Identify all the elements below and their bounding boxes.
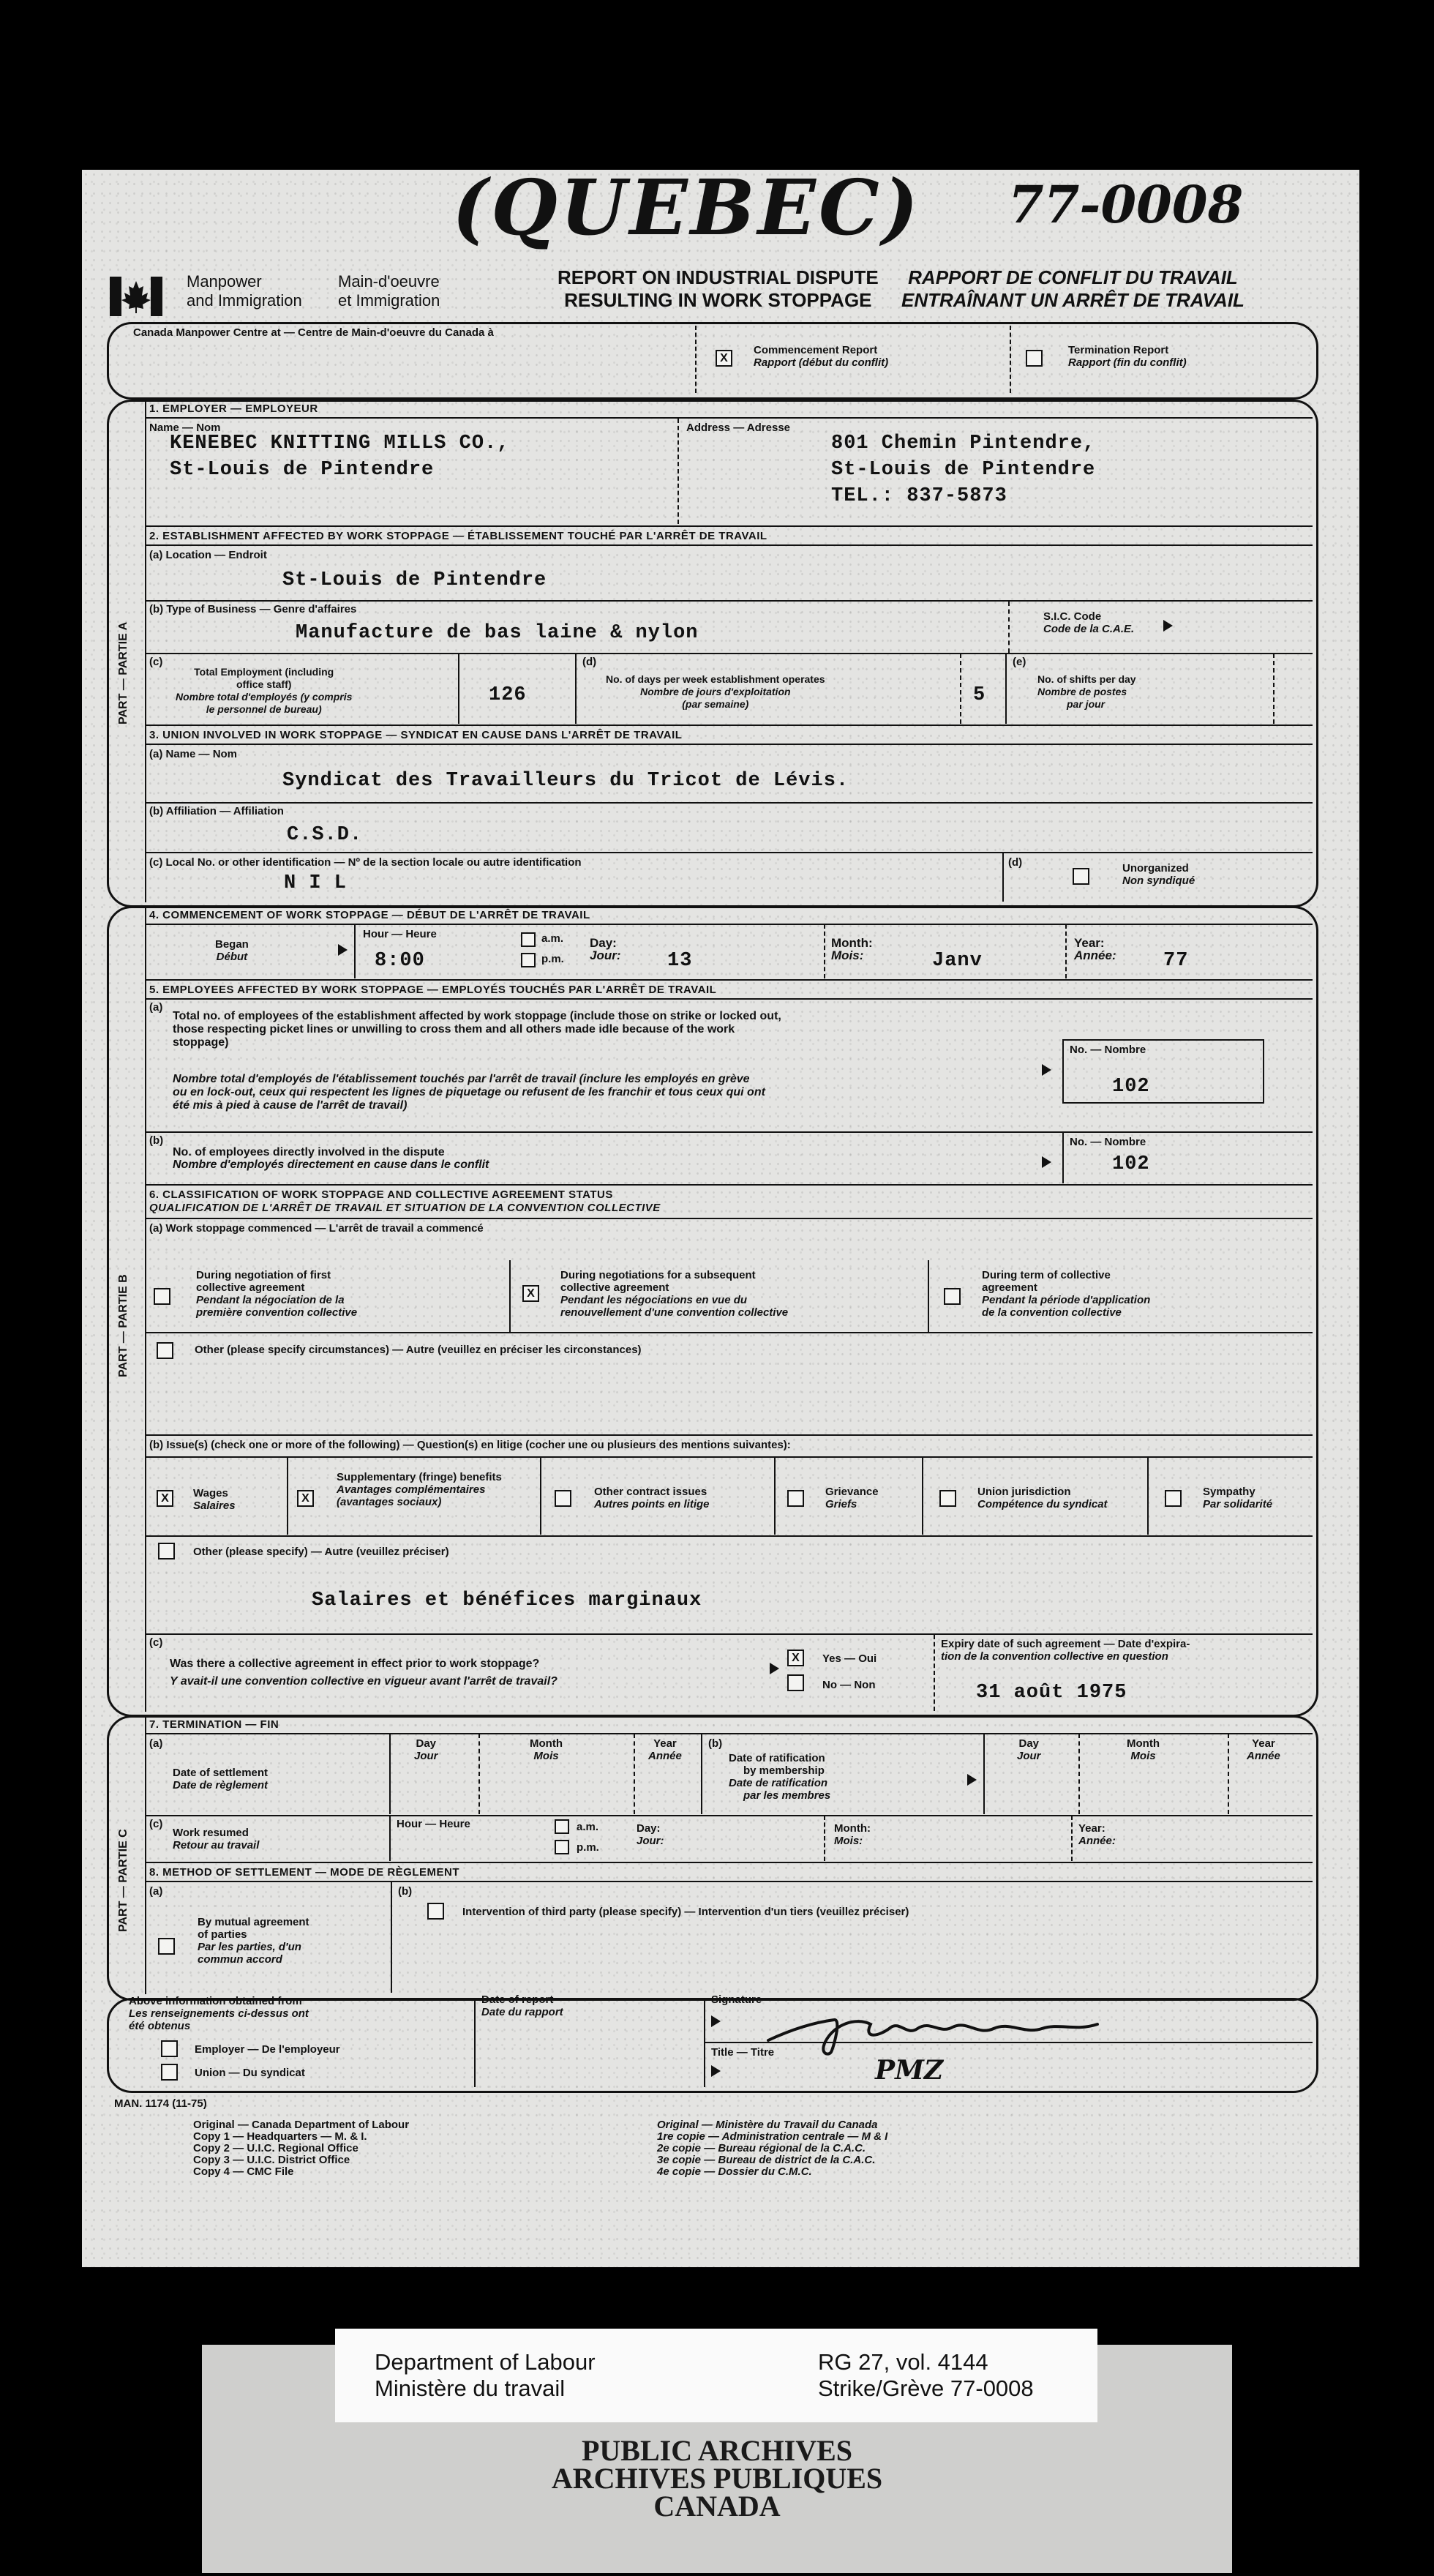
arrow-icon (711, 2015, 721, 2027)
agency-name-en: Manpower and Immigration (187, 272, 302, 310)
union-name-label: (a) Name — Nom (149, 748, 238, 760)
section-label: (e) (1013, 656, 1026, 668)
employer-name-label: Name — Nom (149, 422, 221, 434)
day-label: Day: Jour: (590, 936, 621, 962)
divider (145, 1456, 1313, 1458)
divider (1062, 1132, 1064, 1183)
hour-label: Hour — Heure (363, 928, 437, 940)
mutual-agreement-checkbox[interactable] (158, 1938, 175, 1955)
directly-involved-value: 102 (1112, 1153, 1150, 1175)
section-3-heading: 3. UNION INVOLVED IN WORK STOPPAGE — SYNDICAT EN CAUSE DANS L'ARRÊT DE TRAVAIL (149, 729, 683, 741)
section-label: (b) (398, 1885, 413, 1898)
local-id-value: N I L (284, 872, 348, 894)
source-union-label: Union — Du syndicat (195, 2067, 305, 2079)
number-label: No. — Nombre (1070, 1136, 1146, 1148)
divider (1228, 1734, 1229, 1814)
work-stoppage-commenced-label: (a) Work stoppage commenced — L'arrêt de travail a commencé (149, 1222, 484, 1235)
section-label: (d) (582, 656, 597, 668)
commencement-report-checkbox[interactable]: X (716, 350, 732, 367)
section-label: (c) (149, 1818, 163, 1830)
unorganized-label: Unorganized Non syndiqué (1122, 862, 1195, 887)
divider (934, 1635, 935, 1711)
number-label: No. — Nombre (1070, 1044, 1146, 1056)
public-archives-stamp: PUBLIC ARCHIVES ARCHIVES PUBLIQUES CANADA (551, 2434, 883, 2523)
settlement-date-label: Date of settlement Date de règlement (173, 1767, 269, 1791)
divider (1008, 602, 1010, 653)
yes-label: Yes — Oui (822, 1652, 877, 1665)
start-year-value: 77 (1163, 950, 1189, 972)
month-label: Month Mois (1127, 1737, 1160, 1762)
divider (145, 417, 1313, 419)
divider (1010, 326, 1011, 393)
divider (389, 1734, 391, 1814)
unorganized-checkbox[interactable] (1073, 868, 1089, 885)
divider (922, 1457, 923, 1535)
divider (677, 419, 679, 524)
divider (145, 1718, 146, 1994)
days-per-week-label: No. of days per week establishment operates Nombre de jours d'exploitation (par semaine) (606, 673, 825, 710)
divider (983, 1734, 985, 1814)
divider (1005, 654, 1007, 724)
year-label: Year: Année: (1078, 1822, 1116, 1847)
section-label: (c) (149, 1636, 163, 1649)
commencement-label: Commencement Report Rapport (début du conflit) (754, 344, 889, 369)
divider (1273, 654, 1275, 724)
agreement-yes-checkbox[interactable]: X (787, 1650, 804, 1666)
affiliation-label: (b) Affiliation — Affiliation (149, 805, 284, 817)
am-checkbox[interactable] (521, 932, 536, 947)
divider (634, 1734, 635, 1814)
title-value: PMZ (875, 2055, 944, 2086)
union-jurisdiction-checkbox[interactable] (939, 1490, 956, 1507)
divider (145, 1815, 1313, 1816)
part-a-label: PART — PARTIE A (117, 621, 129, 724)
divider (145, 1733, 1313, 1734)
wages-label: Wages Salaires (193, 1487, 236, 1512)
location-value: St-Louis de Pintendre (282, 569, 547, 591)
divider (704, 2001, 705, 2087)
term-of-agreement-checkbox[interactable] (944, 1288, 961, 1305)
subsequent-agreement-checkbox[interactable]: X (522, 1285, 539, 1302)
divider (145, 1535, 1313, 1537)
section-label: (a) (149, 1001, 163, 1014)
divider (145, 1881, 1313, 1882)
divider (575, 654, 577, 724)
other-issue-label: Other (please specify) — Autre (veuillez préciser) (193, 1546, 449, 1558)
divider (960, 654, 961, 724)
month-label: Month: Mois: (831, 936, 873, 962)
other-issue-value: Salaires et bénéfices marginaux (312, 1590, 702, 1611)
year-label: Year Année (648, 1737, 682, 1762)
subsequent-agreement-label: During negotiations for a subsequent collective agreement Pendant les négociations en vue du renouvellement d'une convention collective (560, 1269, 789, 1319)
section-2-heading: 2. ESTABLISHMENT AFFECTED BY WORK STOPPAGE — ÉTABLISSEMENT TOUCHÉ PAR L'ARRÊT DE TRAVAIL (149, 530, 767, 542)
divider (145, 600, 1313, 602)
signature-label: Signature (711, 1993, 762, 2006)
month-label: Month: Mois: (834, 1822, 871, 1847)
form-title-fr: RAPPORT DE CONFLIT DU TRAVAIL ENTRAÎNANT UN ARRÊT DE TRAVAIL (901, 266, 1245, 311)
archive-reference: RG 27, vol. 4144 Strike/Grève 77-0008 (818, 2349, 1034, 2401)
am-label: a.m. (541, 932, 564, 945)
handwritten-file-number: 77-0008 (1008, 174, 1244, 235)
pm-checkbox[interactable] (521, 953, 536, 967)
termination-label: Termination Report Rapport (fin du conflit) (1068, 344, 1187, 369)
third-party-label: Intervention of third party (please specify) — Intervention d'un tiers (veuillez préciser) (462, 1906, 909, 1918)
divider (509, 1260, 511, 1332)
divider (145, 908, 146, 1712)
divider (389, 1816, 391, 1861)
total-employment-label: Total Employment (including office staff) Nombre total d'employés (y compris le personnel de bureau) (176, 666, 353, 715)
divider (701, 1734, 702, 1814)
divider (1147, 1457, 1149, 1535)
arrow-icon (338, 944, 348, 956)
date-of-report-label: Date of report Date du rapport (481, 1993, 563, 2018)
section-label: (b) (149, 1134, 164, 1147)
other-issue-checkbox[interactable] (158, 1543, 175, 1560)
arrow-icon (1042, 1156, 1051, 1168)
employees-affected-en: Total no. of employees of the establishment affected by work stoppage (include those on strike or locked out, those respecting picket lines or unwilling to cross them and all others made idle because of the work stoppage) (173, 1010, 781, 1049)
divider (145, 1633, 1313, 1635)
no-label: No — Non (822, 1679, 876, 1691)
divider (391, 1882, 392, 1993)
total-affected-value: 102 (1112, 1076, 1150, 1098)
employer-address-value: 801 Chemin Pintendre, St-Louis de Pintendre TEL.: 837-5873 (831, 433, 1096, 507)
section-label: (d) (1008, 856, 1023, 869)
divider (145, 1131, 1313, 1133)
arrow-icon (1163, 620, 1173, 632)
divider (145, 544, 1313, 546)
divider (145, 724, 1313, 726)
arrow-icon (967, 1774, 977, 1786)
divider (458, 654, 459, 724)
resumed-am-checkbox[interactable] (555, 1819, 569, 1834)
other-circumstances-checkbox[interactable] (157, 1342, 173, 1359)
divider (824, 924, 825, 978)
grievance-checkbox[interactable] (787, 1490, 804, 1507)
first-agreement-label: During negotiation of first collective agreement Pendant la négociation de la première convention collective (196, 1269, 358, 1319)
union-jurisdiction-label: Union jurisdiction Compétence du syndicat (977, 1486, 1108, 1510)
info-source-label: Above information obtained from Les renseignements ci-dessus ont été obtenus (129, 1995, 309, 2032)
am-label: a.m. (577, 1821, 599, 1833)
source-employer-checkbox[interactable] (161, 2040, 178, 2057)
day-label: Day Jour (414, 1737, 438, 1762)
divider (145, 1184, 1313, 1186)
other-contract-label: Other contract issues Autres points en litige (594, 1486, 710, 1510)
divider (145, 402, 146, 902)
arrow-icon (1042, 1064, 1051, 1076)
divider (774, 1457, 776, 1535)
termination-report-checkbox[interactable] (1026, 350, 1043, 367)
section-label: (b) (708, 1737, 723, 1750)
arrow-icon (770, 1663, 779, 1674)
employees-affected-fr: Nombre total d'employés de l'établissement touchés par l'arrêt de travail (inclure les employés en grève ou en lock-out, ceux qui respectent les lignes de piquetage ou refusent de les franchir et tous ceux qui ont été mis à pied à cause de l'arrêt de travail) (173, 1073, 765, 1112)
divider (928, 1260, 929, 1332)
pm-label: p.m. (577, 1841, 599, 1854)
archive-department: Department of Labour Ministère du travail (375, 2349, 596, 2401)
grievance-label: Grievance Griefs (825, 1486, 879, 1510)
centre-label: Canada Manpower Centre at — Centre de Main-d'oeuvre du Canada à (133, 326, 494, 339)
section-4-heading: 4. COMMENCEMENT OF WORK STOPPAGE — DÉBUT DE L'ARRÊT DE TRAVAIL (149, 909, 590, 921)
divider (1078, 1734, 1080, 1814)
other-contract-checkbox[interactable] (555, 1490, 571, 1507)
source-union-checkbox[interactable] (161, 2064, 178, 2081)
divider (287, 1457, 288, 1535)
divider (1071, 1816, 1073, 1861)
fringe-benefits-label: Supplementary (fringe) benefits Avantages complémentaires (avantages sociaux) (337, 1471, 502, 1508)
business-type-value: Manufacture de bas laine & nylon (296, 622, 699, 644)
issues-label: (b) Issue(s) (check one or more of the following) — Question(s) en litige (cocher une ou plusieurs des mentions suivantes): (149, 1439, 791, 1451)
location-label: (a) Location — Endroit (149, 549, 267, 561)
year-label: Year Année (1247, 1737, 1280, 1762)
resumed-pm-checkbox[interactable] (555, 1840, 569, 1854)
divider (540, 1457, 541, 1535)
section-1-heading: 1. EMPLOYER — EMPLOYEUR (149, 402, 318, 415)
section-label: (c) (149, 656, 163, 668)
total-employment-value: 126 (489, 684, 527, 706)
divider (474, 2001, 476, 2087)
canada-flag-logo (110, 277, 162, 320)
divider (354, 924, 356, 978)
copy-distribution-fr: Original — Ministère du Travail du Canada 1re copie — Administration centrale — M & I 2e copie — Bureau régional de la C.A.C. 3e copie — Bureau de district de la C.A.C. 4e copie — Dossier du C.M.C. (657, 2119, 888, 2178)
sympathy-label: Sympathy Par solidarité (1203, 1486, 1273, 1510)
agency-name-fr: Main-d'oeuvre et Immigration (338, 272, 440, 310)
arrow-icon (711, 2065, 721, 2077)
start-month-value: Janv (932, 950, 983, 972)
section-label: (a) (149, 1885, 163, 1898)
hour-label: Hour — Heure (397, 1818, 470, 1830)
sic-code-label: S.I.C. Code Code de la C.A.E. (1043, 610, 1135, 635)
start-hour-value: 8:00 (375, 950, 425, 972)
divider (478, 1734, 480, 1814)
ratification-date-label: Date of ratification by membership Date de ratification par les membres (729, 1752, 831, 1802)
part-c-label: PART — PARTIE C (117, 1829, 129, 1932)
union-name-value: Syndicat des Travailleurs du Tricot de Lévis. (282, 770, 849, 792)
mutual-agreement-label: By mutual agreement of parties Par les parties, d'un commun accord (198, 1916, 309, 1966)
employer-name-value: KENEBEC KNITTING MILLS CO., St-Louis de Pintendre (170, 433, 510, 481)
month-label: Month Mois (530, 1737, 563, 1762)
expiry-date-label: Expiry date of such agreement — Date d'expira- tion de la convention collective en question (941, 1638, 1190, 1663)
divider (1065, 924, 1067, 978)
other-circumstances-label: Other (please specify circumstances) — Autre (veuillez en préciser les circonstances) (195, 1344, 642, 1356)
sympathy-checkbox[interactable] (1165, 1490, 1182, 1507)
section-8-heading: 8. METHOD OF SETTLEMENT — MODE DE RÈGLEMENT (149, 1866, 460, 1879)
divider (145, 525, 1313, 527)
handwritten-province: (QUEBEC) (452, 162, 921, 252)
divider (145, 1862, 1313, 1863)
divider (145, 744, 1313, 745)
employer-address-label: Address — Adresse (686, 422, 791, 434)
days-per-week-value: 5 (973, 684, 986, 706)
divider (145, 1434, 1313, 1436)
local-id-label: (c) Local No. or other identification — Nº de la section locale ou autre identification (149, 856, 582, 869)
wages-checkbox[interactable]: X (157, 1490, 173, 1507)
fringe-benefits-checkbox[interactable]: X (297, 1490, 314, 1507)
divider (1002, 853, 1004, 902)
divider (824, 1816, 825, 1861)
part-b-label: PART — PARTIE B (117, 1274, 129, 1377)
title-label: Title — Titre (711, 2046, 775, 2059)
section-7-heading: 7. TERMINATION — FIN (149, 1718, 279, 1731)
shifts-per-day-label: No. of shifts per day Nombre de postes par jour (1037, 673, 1136, 710)
day-label: Day: Jour: (637, 1822, 664, 1847)
divider (145, 1218, 1313, 1219)
work-resumed-label: Work resumed Retour au travail (173, 1827, 260, 1852)
divider (145, 924, 1313, 925)
section-label: (a) (149, 1737, 163, 1750)
divider (145, 979, 1313, 981)
agreement-no-checkbox[interactable] (787, 1674, 804, 1691)
year-label: Year: Année: (1074, 936, 1116, 962)
pm-label: p.m. (541, 953, 564, 965)
collective-agreement-question: Was there a collective agreement in effect prior to work stoppage? Y avait-il une convention collective en vigueur avant l'arrêt de travail? (170, 1658, 558, 1688)
source-employer-label: Employer — De l'employeur (195, 2043, 340, 2056)
divider (704, 2042, 1313, 2043)
form-number: MAN. 1174 (11-75) (114, 2097, 207, 2110)
expiry-date-value: 31 août 1975 (976, 1682, 1127, 1704)
began-label: Began Début (215, 938, 249, 963)
affiliation-value: C.S.D. (287, 824, 363, 846)
business-type-label: (b) Type of Business — Genre d'affaires (149, 603, 357, 615)
divider (145, 802, 1313, 804)
divider (145, 998, 1313, 1000)
divider (145, 1332, 1313, 1333)
first-agreement-checkbox[interactable] (154, 1288, 170, 1305)
start-day-value: 13 (667, 950, 693, 972)
section-5-heading: 5. EMPLOYEES AFFECTED BY WORK STOPPAGE — EMPLOYÉS TOUCHÉS PAR L'ARRÊT DE TRAVAIL (149, 984, 717, 996)
divider (145, 653, 1313, 654)
directly-involved-label: No. of employees directly involved in the dispute Nombre d'employés directement en cause dans le conflit (173, 1146, 489, 1171)
form-title-en: REPORT ON INDUSTRIAL DISPUTE RESULTING IN WORK STOPPAGE (558, 266, 879, 311)
day-label: Day Jour (1017, 1737, 1041, 1762)
third-party-checkbox[interactable] (427, 1903, 444, 1920)
term-of-agreement-label: During term of collective agreement Pendant la période d'application de la convention collective (982, 1269, 1151, 1319)
divider (145, 852, 1313, 853)
divider (695, 326, 697, 393)
copy-distribution-en: Original — Canada Department of Labour Copy 1 — Headquarters — M. & I. Copy 2 — U.I.C. Regional Office Copy 3 — U.I.C. District Office Copy 4 — CMC File (193, 2119, 410, 2178)
handwritten-signature (761, 1995, 1127, 2064)
section-6-heading: 6. CLASSIFICATION OF WORK STOPPAGE AND COLLECTIVE AGREEMENT STATUS QUALIFICATION DE L'ARRÊT DE TRAVAIL ET SITUATION DE LA CONVENTION COLLECTIVE (149, 1188, 661, 1214)
